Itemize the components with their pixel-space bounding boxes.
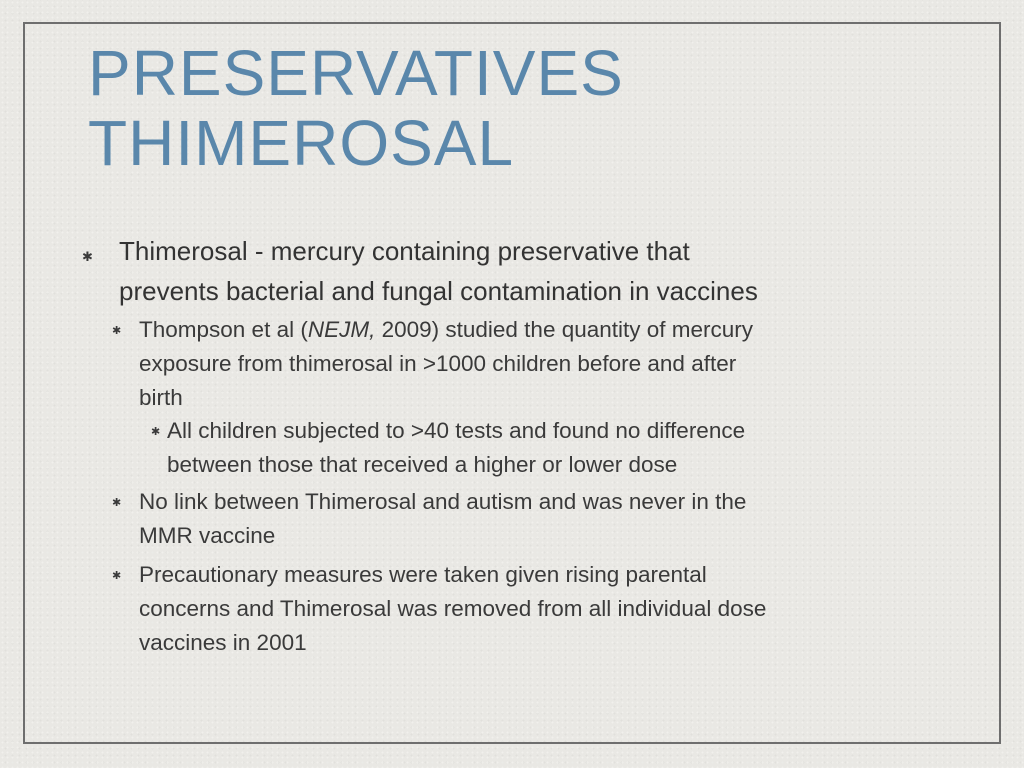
bullet-text-line: birth [139,385,183,410]
bullet-star-icon: ✱ [151,426,161,438]
bullet-text-line [139,313,753,347]
bullet-text-line: exposure from thimerosal in >1000 children before and after [139,351,737,376]
sub-sub-bullet-tests [151,414,746,482]
bullet-star-icon: ✱ [112,497,122,509]
bullet-text-line: concerns and Thimerosal was removed from all individual dose [139,596,767,621]
sub-bullet-no-autism-link [112,485,747,553]
bullet-text-line: Thimerosal - mercury containing preservative that [119,236,690,266]
bullet-star-icon: ✱ [82,249,93,264]
bullet-thimerosal-definition [82,231,758,311]
sub-bullet-precautionary-measures [112,558,767,660]
bullet-star-icon: ✱ [112,325,122,337]
journal-name: NEJM, [307,317,376,342]
citation-suffix: 2009) studied the quantity of mercury [375,317,754,342]
sub-bullet-thompson-study [112,313,754,415]
slide-title-line-1: PRESERVATIVES [88,37,624,109]
bullet-text-line: Precautionary measures were taken given rising parental [139,562,707,587]
bullet-text-line: vaccines in 2001 [139,630,307,655]
bullet-text-line: prevents bacterial and fungal contamination in vaccines [119,276,758,306]
bullet-star-icon: ✱ [112,570,122,582]
citation-prefix: Thompson et al ( [139,317,308,342]
bullet-text-line: between those that received a higher or lower dose [167,452,678,477]
slide-title-line-2: THIMEROSAL [88,107,515,179]
bullet-text-line: No link between Thimerosal and autism and was never in the [139,489,747,514]
bullet-text-line: All children subjected to >40 tests and found no difference [167,418,746,443]
slide-title [88,38,624,178]
bullet-text-line: MMR vaccine [139,523,276,548]
